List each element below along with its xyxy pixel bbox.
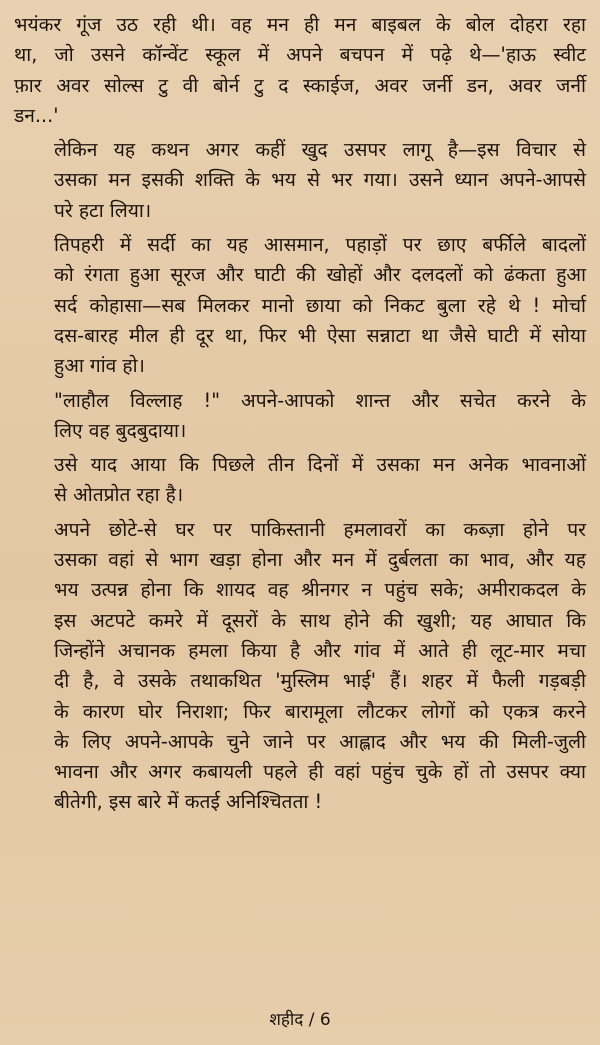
text-line: से ओतप्रोत रहा है। bbox=[54, 483, 184, 507]
text-line: इस अटपटे कमरे में दूसरों के साथ होने की खुशी; यह आघात कि bbox=[54, 608, 586, 632]
text-line: डन...' bbox=[14, 103, 59, 127]
text-line: जिन्होंने अचानक हमला किया है और गांव में आते ही लूट-मार मचा bbox=[54, 638, 586, 662]
text-line: भावना और अगर कबायली पहले ही वहां पहुंच चुके हों तो उसपर क्या bbox=[54, 760, 586, 784]
text-line: भय उत्पन्न होना कि शायद वह श्रीनगर न पहुंच सके; अमीराकदल के bbox=[54, 578, 586, 602]
text-line: दी है, वे उसके तथाकथित 'मुस्लिम भाई' हैं। शहर में फैली गड़बड़ी bbox=[54, 669, 586, 693]
paragraph-5 bbox=[14, 450, 586, 511]
text-line: हुआ गांव हो। bbox=[54, 354, 145, 378]
text-line: के लिए अपने-आपके चुने जाने पर आह्लाद और भय की मिली-जुली bbox=[54, 729, 586, 753]
paragraph-1 bbox=[14, 10, 586, 131]
text-line: उसे याद आया कि पिछले तीन दिनों में उसका मन अनेक भावनाओं bbox=[54, 453, 586, 477]
text-line: के कारण घोर निराशा; फिर बारामूला लौटकर लोगों को एकत्र करने bbox=[54, 699, 586, 723]
text-line: को रंगता हुआ सूरज और घाटी की खोहों और दलदलों को ढंकता हुआ bbox=[54, 263, 586, 287]
text-line: लेकिन यह कथन अगर कहीं खुद उसपर लागू है—इस विचार से bbox=[54, 138, 586, 162]
text-line: तिपहरी में सर्दी का यह आसमान, पहाड़ों पर छाए बर्फीले बादलों bbox=[54, 233, 586, 257]
text-line: उसका मन इसकी शक्ति के भय से भर गया। उसने ध्यान अपने-आपसे bbox=[54, 168, 586, 192]
page-footer: शहीद / 6 bbox=[269, 1010, 331, 1030]
text-line: अपने छोटे-से घर पर पाकिस्तानी हमलावरों का कब्ज़ा होने पर bbox=[54, 517, 586, 541]
text-line: बीतेगी, इस बारे में कतई अनिश्चितता ! bbox=[54, 790, 323, 814]
text-line: परे हटा लिया। bbox=[54, 198, 152, 222]
paragraph-3 bbox=[14, 230, 586, 381]
text-line: दस-बारह मील ही दूर था, फिर भी ऐसा सन्नाटा था जैसे घाटी में सोया bbox=[54, 323, 586, 347]
paragraph-4 bbox=[14, 386, 586, 447]
text-line: लिए वह बुदबुदाया। bbox=[54, 418, 187, 442]
text-line: उसका वहां से भाग खड़ा होना और मन में दुर्बलता का भाव, और यह bbox=[54, 548, 586, 572]
text-line: सर्द कोहासा—सब मिलकर मानो छाया को निकट बुला रहे थे ! मोर्चा bbox=[54, 293, 586, 317]
body-text bbox=[14, 10, 586, 818]
text-line: था, जो उसने कॉन्वेंट स्कूल में अपने बचपन में पढ़े थे—'हाऊ स्वीट bbox=[14, 43, 586, 67]
text-line: फ़ार अवर सोल्स टु वी बोर्न टु द स्काईज, अवर जर्नी डन, अवर जर्नी bbox=[14, 73, 586, 97]
paragraph-2 bbox=[14, 135, 586, 226]
text-line: भयंकर गूंज उठ रही थी। वह मन ही मन बाइबल के बोल दोहरा रहा bbox=[14, 13, 586, 36]
text-line: "लाहौल विल्लाह !" अपने-आपको शान्त और सचेत करने के bbox=[54, 388, 586, 412]
paragraph-6 bbox=[14, 515, 586, 818]
